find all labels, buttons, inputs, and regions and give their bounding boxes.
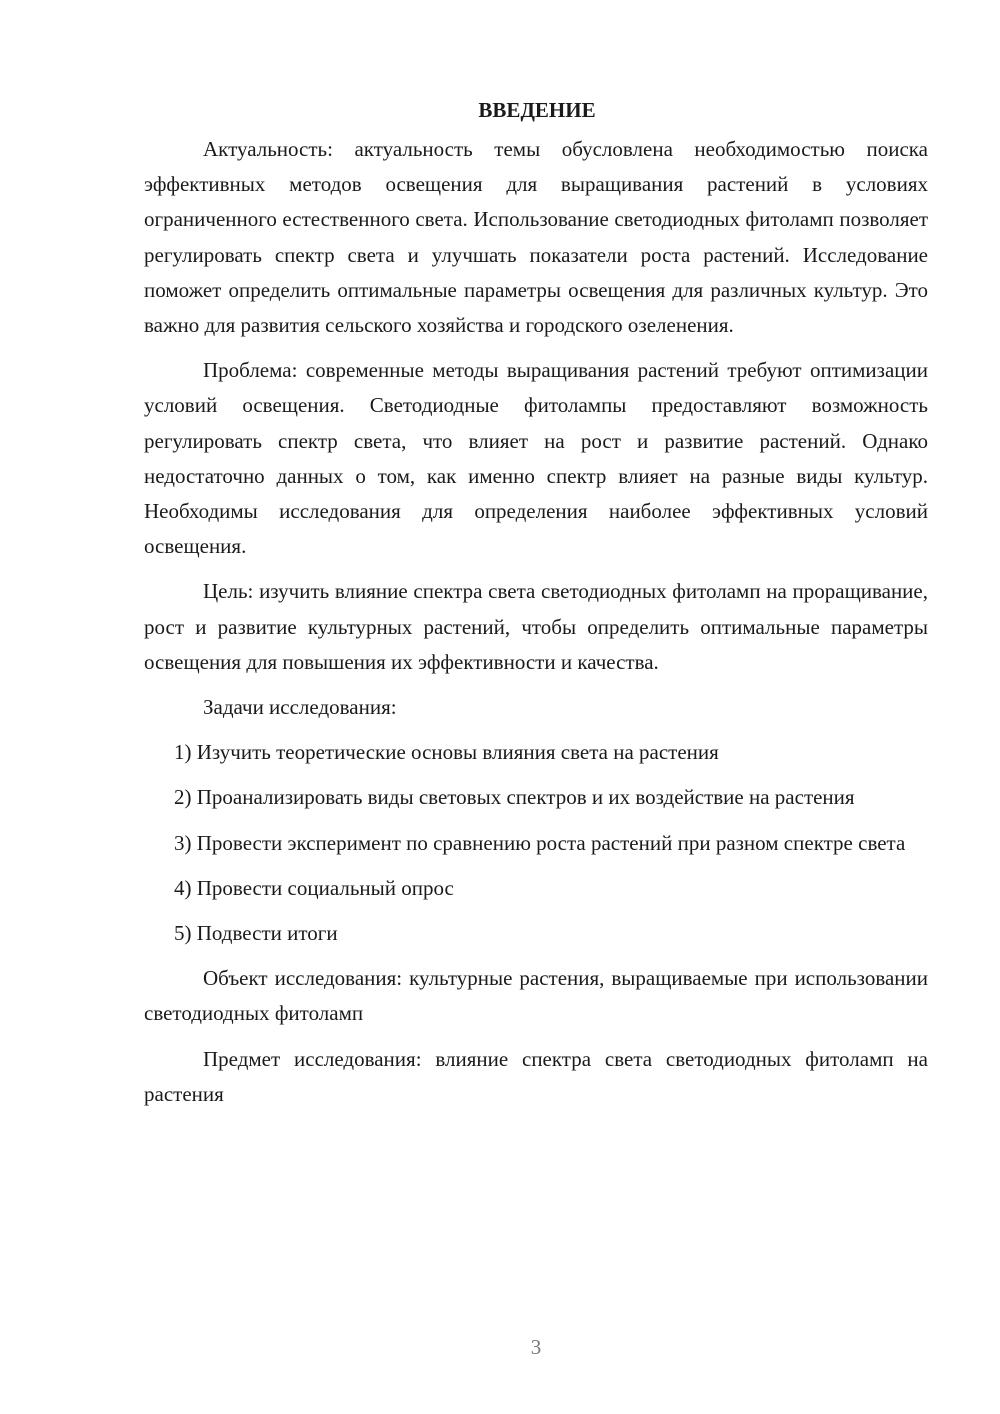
page-content	[144, 92, 928, 1122]
task-item: 3) Провести эксперимент по сравнению роста растений при разном спектре света	[174, 830, 906, 855]
section-title: ВВЕДЕНИЕ	[478, 98, 596, 122]
task-item: 1) Изучить теоретические основы влияния света на растения	[174, 740, 719, 765]
relevance-paragraph: Актуальность: актуальность темы обусловлена необходимостью поиска эффективных методов освещения для выращивания растений в условиях ограниченного естественного света. Использование светодиодных фитоламп позволяет регулировать спектр света и улучшать показатели роста растений. Исследование поможет определить оптимальные параметры освещения для различных культур. Это важно для развития сельского хозяйства и городского озеленения.	[144, 137, 928, 338]
task-item: 5) Подвести итоги	[174, 921, 338, 946]
problem-paragraph: Проблема: современные методы выращивания растений требуют оптимизации условий освещения. Светодиодные фитолампы предоставляют возможность регулировать спектр света, что влияет на рост и развитие растений. Однако недостаточно данных о том, как именно спектр влияет на разные виды культур. Необходимы исследования для определения наиболее эффективных условий освещения.	[144, 358, 928, 559]
tasks-label: Задачи исследования:	[203, 695, 397, 720]
task-item: 2) Проанализировать виды световых спектров и их воздействие на растения	[174, 785, 855, 810]
tasks-list	[144, 735, 928, 951]
goal-paragraph: Цель: изучить влияние спектра света светодиодных фитоламп на проращивание, рост и развитие культурных растений, чтобы определить оптимальные параметры освещения для повышения их эффективности и качества.	[144, 579, 928, 674]
page-number: 3	[530, 1335, 542, 1359]
task-item: 4) Провести социальный опрос	[174, 875, 454, 900]
object-paragraph: Объект исследования: культурные растения, выращиваемые при использовании светодиодных фитоламп	[144, 966, 928, 1026]
subject-paragraph: Предмет исследования: влияние спектра света светодиодных фитоламп на растения	[144, 1046, 928, 1106]
